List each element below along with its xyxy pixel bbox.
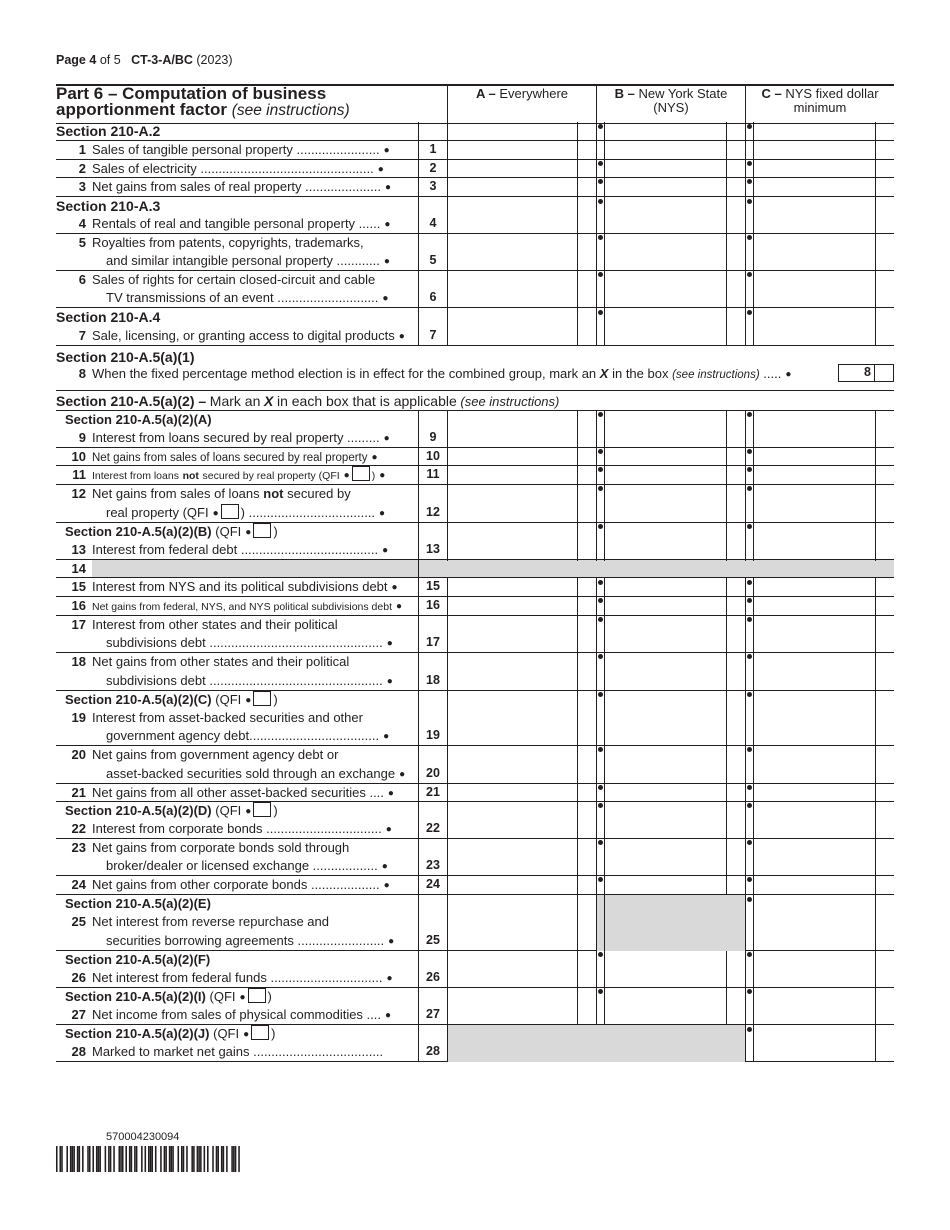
line-8-row: 8 When the fixed percentage method election is in effect for the combined group, mark an X in the box (see instructions) ..... ●	[78, 366, 792, 381]
barcode-bar	[89, 1146, 91, 1172]
barcode-bar	[148, 1146, 150, 1172]
barcode-bar	[172, 1146, 174, 1172]
column-a-header: A – Everywhere	[475, 86, 568, 101]
barcode-bar	[221, 1146, 223, 1172]
page-total: of 5	[99, 53, 121, 67]
barcode-bar	[198, 1146, 200, 1172]
section-210-a2-header: Section 210-A.2	[56, 122, 894, 141]
line-18-row: 18 Net gains from other states and their political subdivisions debt ................................................ ● 18	[56, 653, 894, 691]
form-year: (2023)	[196, 53, 233, 67]
section-F-header: Section 210-A.5(a)(2)(F)	[65, 952, 211, 967]
line-13-row: 13 Interest from federal debt ...................................... ● 13	[56, 541, 894, 560]
barcode-bar	[61, 1146, 63, 1172]
line-4-row: 4 Rentals of real and tangible personal property ...... ● 4	[56, 215, 894, 234]
line-1-row: 1 Sales of tangible personal property ....................... ● 1	[56, 141, 894, 160]
section-C-header: Section 210-A.5(a)(2)(C) (QFI ● )	[65, 692, 278, 707]
barcode-bar	[122, 1146, 124, 1172]
line-19-row: 19 Interest from asset-backed securities and other government agency debt.................................... ● 19	[56, 709, 894, 746]
line-8-box	[838, 364, 894, 382]
barcode-bar	[233, 1146, 235, 1172]
section-210-a3-header: Section 210-A.3	[56, 198, 161, 214]
barcode-bar	[191, 1146, 193, 1172]
barcode-bar	[82, 1146, 84, 1172]
barcode-bar	[96, 1146, 98, 1172]
section-210-a5a2-header: Section 210-A.5(a)(2) – Mark an X in each box that is applicable (see instructions)	[56, 393, 560, 409]
line-28-row: 28 Marked to market net gains .................................... 28	[56, 1043, 894, 1062]
barcode-bar	[150, 1146, 152, 1172]
barcode-bar	[72, 1146, 74, 1172]
line-16-row: 16 Net gains from federal, NYS, and NYS political subdivisions debt ● 16	[56, 597, 894, 616]
line-14-shaded	[92, 560, 894, 577]
barcode-bar	[169, 1146, 171, 1172]
barcode-bar	[113, 1146, 115, 1172]
barcode-bar	[141, 1146, 143, 1172]
section-210-a4-header: Section 210-A.4	[56, 309, 161, 325]
line-17-row: 17 Interest from other states and their political subdivisions debt ................................................ ● 17	[56, 616, 894, 653]
barcode-bar	[118, 1146, 120, 1172]
barcode-bar	[131, 1146, 133, 1172]
barcode-bar	[145, 1146, 147, 1172]
qfi-checkbox-section-C[interactable]	[253, 691, 271, 706]
barcode-bar	[59, 1146, 61, 1172]
column-b-header: B – New York State (NYS)	[614, 86, 728, 115]
line-7-row: 7 Sale, licensing, or granting access to digital products ● 7	[56, 326, 894, 346]
section-J-header: Section 210-A.5(a)(2)(J) (QFI ● )	[65, 1026, 276, 1041]
barcode-bar	[183, 1146, 185, 1172]
section-D-header: Section 210-A.5(a)(2)(D) (QFI ● )	[65, 803, 278, 818]
section-I-header: Section 210-A.5(a)(2)(I) (QFI ● )	[65, 989, 272, 1004]
barcode-bar	[171, 1146, 173, 1172]
barcode-number: 570004230094	[106, 1131, 180, 1143]
line-21-row: 21 Net gains from all other asset-backed securities .... ● 21	[56, 784, 894, 802]
barcode-bar	[238, 1146, 240, 1172]
line-15-row: 15 Interest from NYS and its political subdivisions debt ● 15	[56, 578, 894, 597]
line-8-checkbox[interactable]	[876, 365, 893, 381]
line-2-row: 2 Sales of electricity ................................................ ● 2	[56, 160, 894, 178]
section-E-header: Section 210-A.5(a)(2)(E)	[65, 896, 211, 911]
line-26-row: 26 Net interest from federal funds ............................... ● 26	[56, 969, 894, 988]
barcode-bar	[164, 1146, 166, 1172]
line-11-row: 11 Interest from loans not secured by real property (QFI ● ) ● 11	[56, 466, 894, 485]
barcode-bar	[178, 1146, 180, 1172]
line-20-row: 20 Net gains from government agency debt or asset-backed securities sold through an exchange ● 20	[56, 746, 894, 784]
form-id: CT-3-A/BC	[131, 53, 193, 67]
barcode-bar	[151, 1146, 153, 1172]
part-title: Part 6 – Computation of business apportionment factor (see instructions)	[56, 84, 350, 119]
barcode-image	[56, 1146, 240, 1172]
qfi-checkbox-line-11[interactable]	[352, 466, 370, 481]
barcode-bar	[207, 1146, 209, 1172]
barcode-bar	[186, 1146, 188, 1172]
qfi-checkbox-section-B[interactable]	[253, 523, 271, 538]
barcode-bar	[181, 1146, 183, 1172]
barcode-bar	[212, 1146, 214, 1172]
line-8-number: 8	[839, 365, 875, 381]
barcode-bar	[125, 1146, 127, 1172]
part-note: (see instructions)	[231, 102, 350, 119]
barcode-bar	[110, 1146, 112, 1172]
barcode-bar	[193, 1146, 195, 1172]
barcode-bar	[155, 1146, 157, 1172]
barcode-bar	[73, 1146, 75, 1172]
barcode-bar	[77, 1146, 79, 1172]
part-6-header	[56, 84, 894, 124]
qfi-checkbox-section-I[interactable]	[248, 988, 266, 1003]
line-6-row: 6 Sales of rights for certain closed-circuit and cable TV transmissions of an event ............................ ● 6	[56, 271, 894, 308]
line-22-row: 22 Interest from corporate bonds ................................ ● 22	[56, 820, 894, 839]
line-25-row: 25 Net interest from reverse repurchase and securities borrowing agreements ........................ ● 25	[56, 913, 894, 951]
barcode-bar	[56, 1146, 58, 1172]
qfi-checkbox-section-D[interactable]	[253, 802, 271, 817]
column-c-header: C – NYS fixed dollar minimum	[761, 86, 879, 115]
barcode-bar	[79, 1146, 81, 1172]
line-9-row: 9 Interest from loans secured by real property ......... ● 9	[56, 429, 894, 448]
line-27-row: 27 Net income from sales of physical commodities .... ● 27	[56, 1006, 894, 1025]
barcode-bar	[134, 1146, 136, 1172]
barcode-bar	[99, 1146, 101, 1172]
qfi-checkbox-section-J[interactable]	[251, 1025, 269, 1040]
barcode-bar	[226, 1146, 228, 1172]
barcode-bar	[216, 1146, 218, 1172]
section-A-header: Section 210-A.5(a)(2)(A)	[65, 412, 212, 427]
barcode-bar	[108, 1146, 110, 1172]
barcode-bar	[98, 1146, 100, 1172]
page-number: 4	[89, 53, 97, 67]
barcode-bar	[200, 1146, 202, 1172]
barcode-bar	[105, 1146, 107, 1172]
barcode-bar	[136, 1146, 138, 1172]
barcode-bar	[66, 1146, 68, 1172]
barcode-bar	[120, 1146, 122, 1172]
qfi-checkbox-line-12[interactable]	[221, 504, 239, 519]
page-header	[56, 53, 233, 67]
line-12-row: 12 Net gains from sales of loans not secured by real property (QFI ● ) ................................... ● 12	[56, 485, 894, 523]
barcode-bar	[92, 1146, 94, 1172]
barcode-bar	[87, 1146, 89, 1172]
barcode-bar	[204, 1146, 206, 1172]
line-23-row: 23 Net gains from corporate bonds sold through broker/dealer or licensed exchange .................. ● 23	[56, 839, 894, 876]
barcode-bar	[223, 1146, 225, 1172]
section-210-a5a1-header: Section 210-A.5(a)(1)	[56, 349, 195, 365]
barcode-bar	[70, 1146, 72, 1172]
section-B-header: Section 210-A.5(a)(2)(B) (QFI ● )	[65, 524, 278, 539]
barcode-bar	[235, 1146, 237, 1172]
line-14-row: 14	[56, 560, 894, 578]
barcode-bar	[217, 1146, 219, 1172]
barcode-bar	[197, 1146, 199, 1172]
barcode-bar	[129, 1146, 131, 1172]
barcode-bar	[231, 1146, 233, 1172]
line-5-row: 5 Royalties from patents, copyrights, trademarks, and similar intangible personal property ............ ● 5	[56, 234, 894, 271]
barcode-bar	[165, 1146, 167, 1172]
line-3-row: 3 Net gains from sales of real property ..................... ● 3	[56, 178, 894, 197]
barcode-bar	[160, 1146, 162, 1172]
page-label: Page	[56, 53, 86, 67]
line-24-row: 24 Net gains from other corporate bonds ................... ● 24	[56, 876, 894, 895]
line-10-row: 10 Net gains from sales of loans secured by real property ● 10	[56, 448, 894, 466]
